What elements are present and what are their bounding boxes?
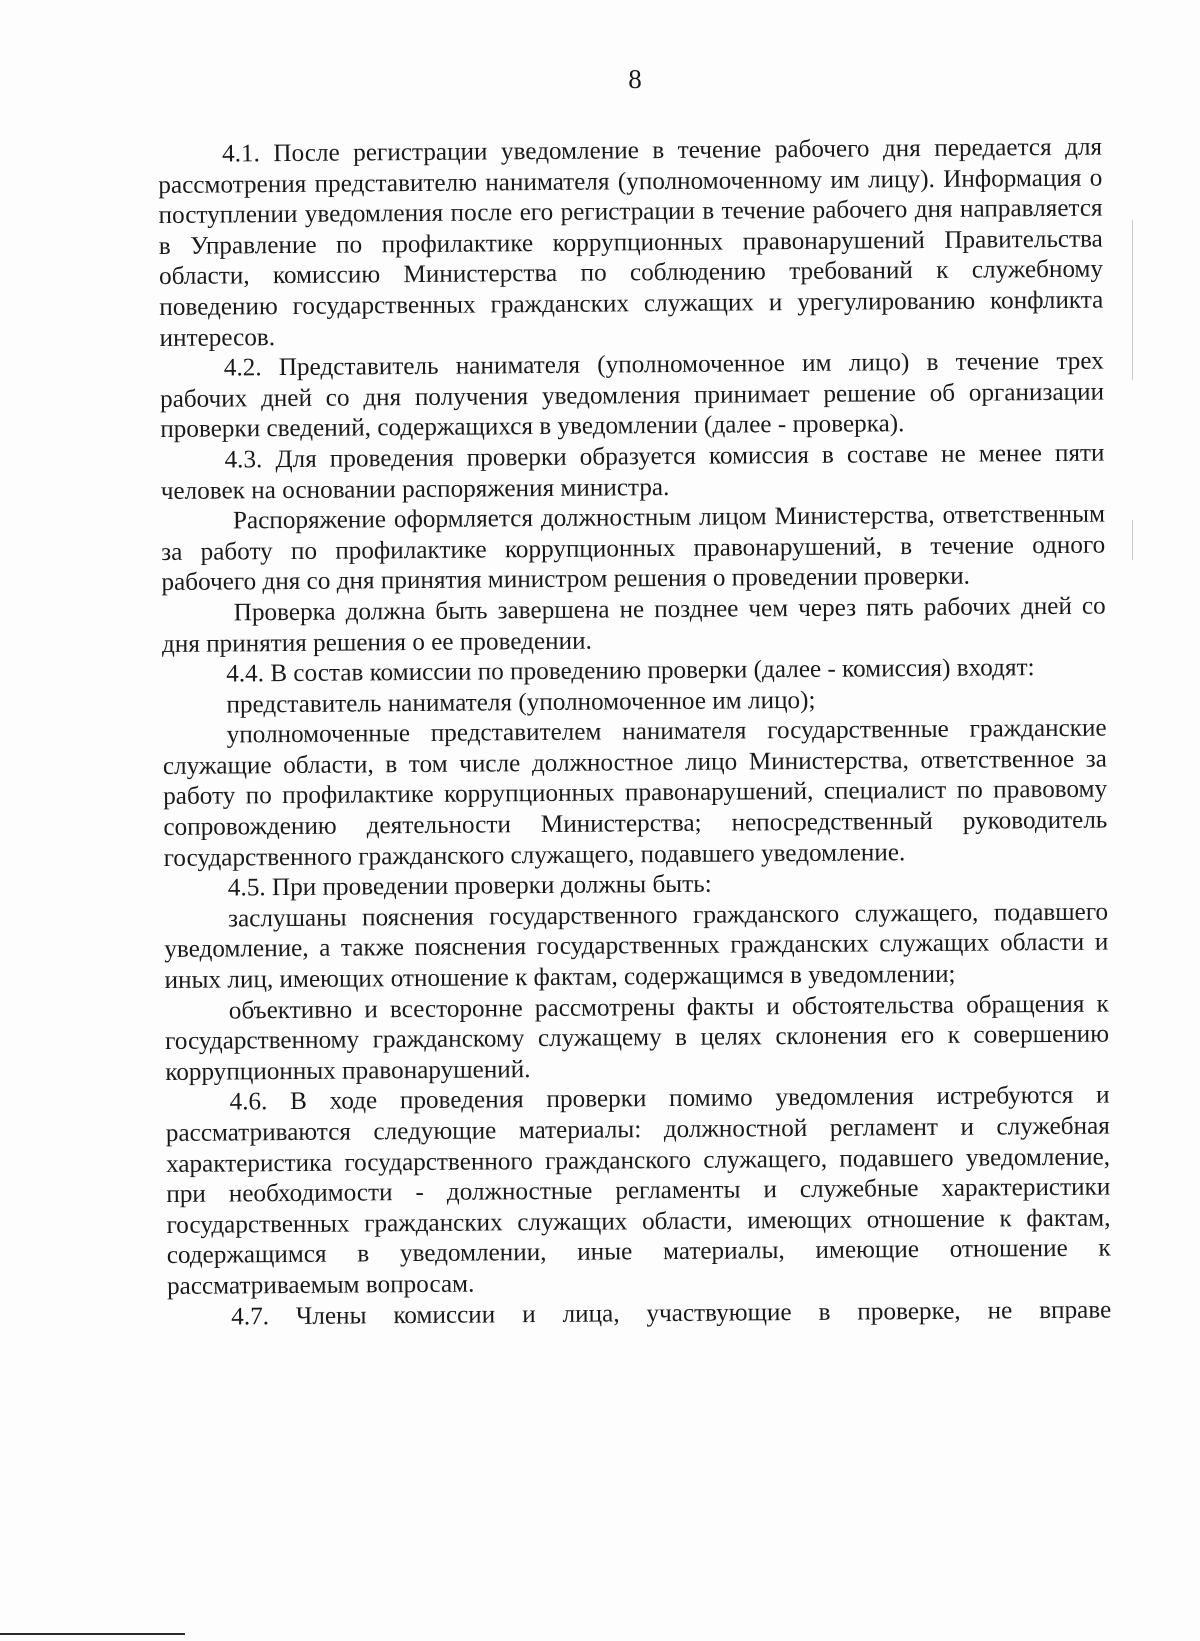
page-number: 8 <box>628 64 642 94</box>
scan-artifact-right <box>1132 220 1133 380</box>
paragraph-check-deadline: Проверка должна быть завершена не позднее чем через пять рабочих дней со дня принятия решения о ее проведении. <box>161 592 1106 658</box>
document-body <box>158 133 1111 1334</box>
list-item-authorized-servants: уполномоченные представителем нанимателя государственные гражданские служащие области, в том числе должностное лицо Министерства, ответственное за работу по профилактике коррупционных правонарушений, специалист по правовому сопровождению деятельности Министерства; непосредственный руководитель государственного гражданского служащего, подавшего уведомление. <box>162 714 1108 872</box>
paragraph-order-execution: Распоряжение оформляется должностным лицом Министерства, ответственным за работу по профилактике коррупционных правонарушений, в течение одного рабочего дня со дня принятия министром решения о проведении проверки. <box>161 500 1106 597</box>
list-item-facts-considered: объективно и всесторонне рассмотрены факты и обстоятельства обращения к государственному гражданскому служащему в целях склонения его к совершению коррупционных правонарушений. <box>164 990 1110 1086</box>
paragraph-4-5: 4.5. При проведении проверки должны быть: <box>227 870 712 902</box>
paragraph-4-3: 4.3. Для проведения проверки образуется комиссия в составе не менее пяти человек на основании распоряжения министра. <box>160 439 1105 505</box>
list-item-explanations-heard: заслушаны пояснения государственного гражданского служащего, подавшего уведомление, а также пояснения государственных гражданских служащих области и иных лиц, имеющих отношение к фактам, содержащимся в уведомлении; <box>164 898 1109 995</box>
paragraph-4-6: 4.6. В ходе проведения проверки помимо уведомления истребуются и рассматриваются следующие материалы: должностной регламент и служебная характеристика государственного гражданского служащего, подавшего уведомление, при необходимости - должностные регламенты и служебные характеристики государственных гражданских служащих области, имеющих отношение к фактам, содержащимся в уведомлении, иные материалы, имеющие отношение к рассматриваемым вопросам. <box>165 1081 1111 1300</box>
list-item-employer-representative: представитель нанимателя (уполномоченное им лицо); <box>226 686 816 719</box>
paragraph-4-1: 4.1. После регистрации уведомление в течение рабочего дня передается для рассмотрения представителю нанимателя (уполномоченному им лицу). Информация о поступлении уведомления после его регистрации в течение рабочего дня направляется в Управление по профилактике коррупционных правонарушений Правительства области, комиссию Министерства по соблюдению требований к служебному поведению государственных гражданских служащих и урегулированию конфликта интересов. <box>158 133 1104 352</box>
paragraph-4-2: 4.2. Представитель нанимателя (уполномоченное им лицо) в течение трех рабочих дней со дня получения уведомления принимает решение об организации проверки сведений, содержащихся в уведомлении (далее - проверка). <box>159 347 1105 444</box>
scan-artifact-right-lower <box>1132 520 1133 560</box>
bottom-rule <box>0 1633 185 1635</box>
paragraph-4-4: 4.4. В состав комиссии по проведению проверки (далее - комиссия) входят: <box>226 654 1035 688</box>
paragraph-4-7: 4.7. Члены комиссии и лица, участвующие в проверке, не вправе <box>231 1296 1112 1331</box>
